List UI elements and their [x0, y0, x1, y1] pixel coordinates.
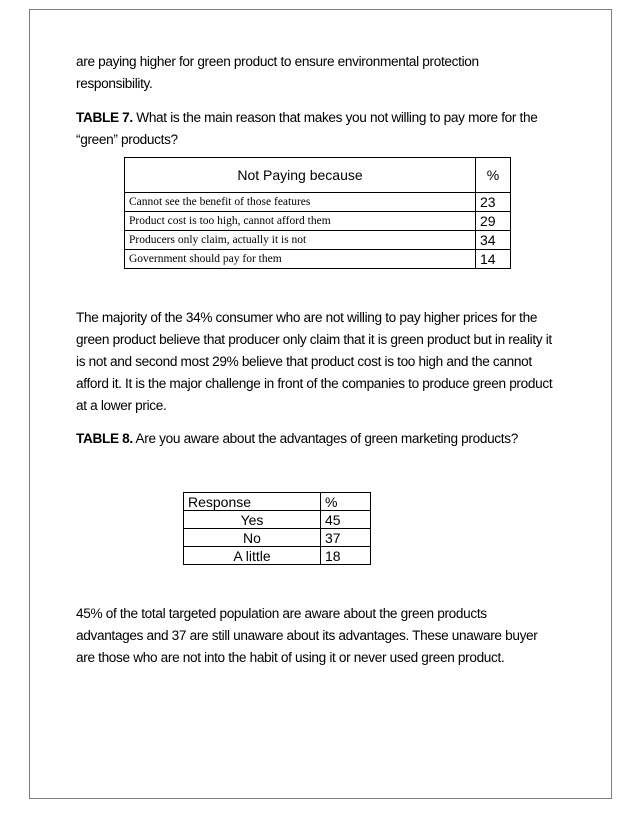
percent-cell: 29 [476, 212, 511, 231]
reason-cell: Cannot see the benefit of those features [125, 193, 476, 212]
table8-label: TABLE 8. [76, 431, 133, 447]
conclusion-paragraph: 45% of the total targeted population are aware about the green products advantages and 37 are still unaware about its advantages. These unaware buyer are those who are not into the habit of using it or never used green product. [76, 606, 538, 666]
table-row [125, 231, 511, 250]
table-header-row [184, 493, 371, 511]
percent-cell: 23 [476, 193, 511, 212]
table8 [183, 492, 371, 565]
header-not-paying: Not Paying because [125, 158, 476, 193]
majority-paragraph: The majority of the 34% consumer who are not willing to pay higher prices for the green product believe that producer only claim that it is green product but in reality it is not and second most 29% believe that product cost is too high and the cannot afford it. It is the major challenge in front of the companies to produce green product at a lower price. [76, 310, 553, 414]
table7-question: What is the main reason that makes you not willing to pay more for the “green” products? [76, 110, 538, 148]
table-row [184, 529, 371, 547]
reason-cell: Product cost is too high, cannot afford them [125, 212, 476, 231]
table-header-row [125, 158, 511, 193]
intro-paragraph: are paying higher for green product to ensure environmental protection responsibility. [76, 54, 479, 92]
percent-cell: 18 [321, 547, 371, 565]
percent-cell: 37 [321, 529, 371, 547]
table-row [184, 547, 371, 565]
percent-cell: 34 [476, 231, 511, 250]
percent-cell: 14 [476, 250, 511, 269]
header-percent: % [476, 158, 511, 193]
table7-caption [76, 107, 556, 151]
percent-cell: 45 [321, 511, 371, 529]
table8-question: Are you aware about the advantages of green marketing products? [132, 431, 518, 447]
table-row [125, 250, 511, 269]
table-row [184, 511, 371, 529]
table-row [125, 212, 511, 231]
table-row [125, 193, 511, 212]
response-cell: No [184, 529, 321, 547]
header-percent: % [321, 493, 371, 511]
table7-label: TABLE 7. [76, 110, 133, 126]
table7 [124, 157, 511, 269]
response-cell: Yes [184, 511, 321, 529]
reason-cell: Government should pay for them [125, 250, 476, 269]
table8-caption [76, 428, 556, 450]
header-response: Response [184, 493, 321, 511]
response-cell: A little [184, 547, 321, 565]
reason-cell: Producers only claim, actually it is not [125, 231, 476, 250]
